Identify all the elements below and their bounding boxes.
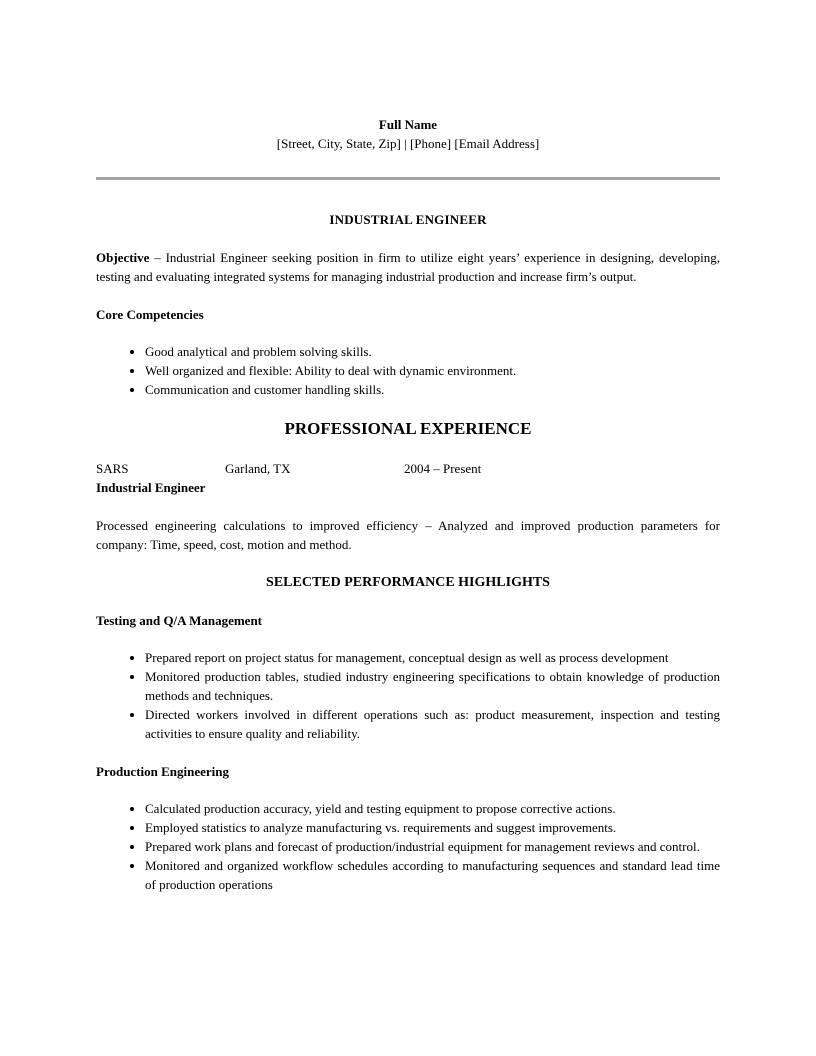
objective-label: Objective	[96, 250, 150, 265]
employer-location: Garland, TX	[225, 461, 291, 476]
list-item: • Employed statistics to analyze manufacturing vs. requirements and suggest improvements.	[145, 818, 720, 837]
list-item: • Calculated production accuracy, yield and testing equipment to propose corrective actions.	[145, 799, 720, 818]
employment-row	[96, 459, 720, 478]
testing-qa-heading: Testing and Q/A Management	[96, 613, 263, 628]
employment-dates: 2004 – Present	[404, 461, 482, 476]
divider-line	[96, 177, 720, 180]
core-competencies-heading: Core Competencies	[96, 307, 204, 322]
production-engineering-list	[96, 799, 720, 894]
list-item: • Prepared work plans and forecast of production/industrial equipment for management reviews and control.	[145, 837, 720, 856]
objective-paragraph	[96, 248, 720, 286]
highlights-heading: SELECTED PERFORMANCE HIGHLIGHTS	[266, 575, 550, 590]
document-title: INDUSTRIAL ENGINEER	[329, 212, 487, 227]
production-engineering-heading: Production Engineering	[96, 764, 230, 779]
list-item: • Monitored production tables, studied industry engineering specifications to obtain knowledge of production methods and techniques.	[145, 667, 720, 705]
objective-text: – Industrial Engineer seeking position in firm to utilize eight years’ experience in designing, developing, testing and evaluating integrated systems for managing industrial production and increase firm’s output.	[96, 250, 720, 284]
experience-summary: Processed engineering calculations to improved efficiency – Analyzed and improved production parameters for company: Time, speed, cost, motion and method.	[96, 518, 720, 552]
testing-qa-list	[96, 648, 720, 743]
list-item: • Directed workers involved in different operations such as: product measurement, inspection and testing activities to ensure quality and reliability.	[145, 705, 720, 743]
professional-experience-heading: PROFESSIONAL EXPERIENCE	[284, 419, 532, 438]
contact-line: [Street, City, State, Zip] | [Phone] [Email Address]	[276, 136, 540, 151]
full-name: Full Name	[378, 117, 438, 132]
list-item: • Communication and customer handling skills.	[145, 380, 720, 399]
list-item: • Prepared report on project status for management, conceptual design as well as process development	[145, 648, 720, 667]
employer-name: SARS	[96, 461, 129, 476]
list-item: • Monitored and organized workflow schedules according to manufacturing sequences and standard lead time of production operations	[145, 856, 720, 894]
job-title: Industrial Engineer	[96, 480, 206, 495]
core-competencies-list	[96, 342, 720, 399]
list-item: • Well organized and flexible: Ability to deal with dynamic environment.	[145, 361, 720, 380]
list-item: • Good analytical and problem solving skills.	[145, 342, 720, 361]
